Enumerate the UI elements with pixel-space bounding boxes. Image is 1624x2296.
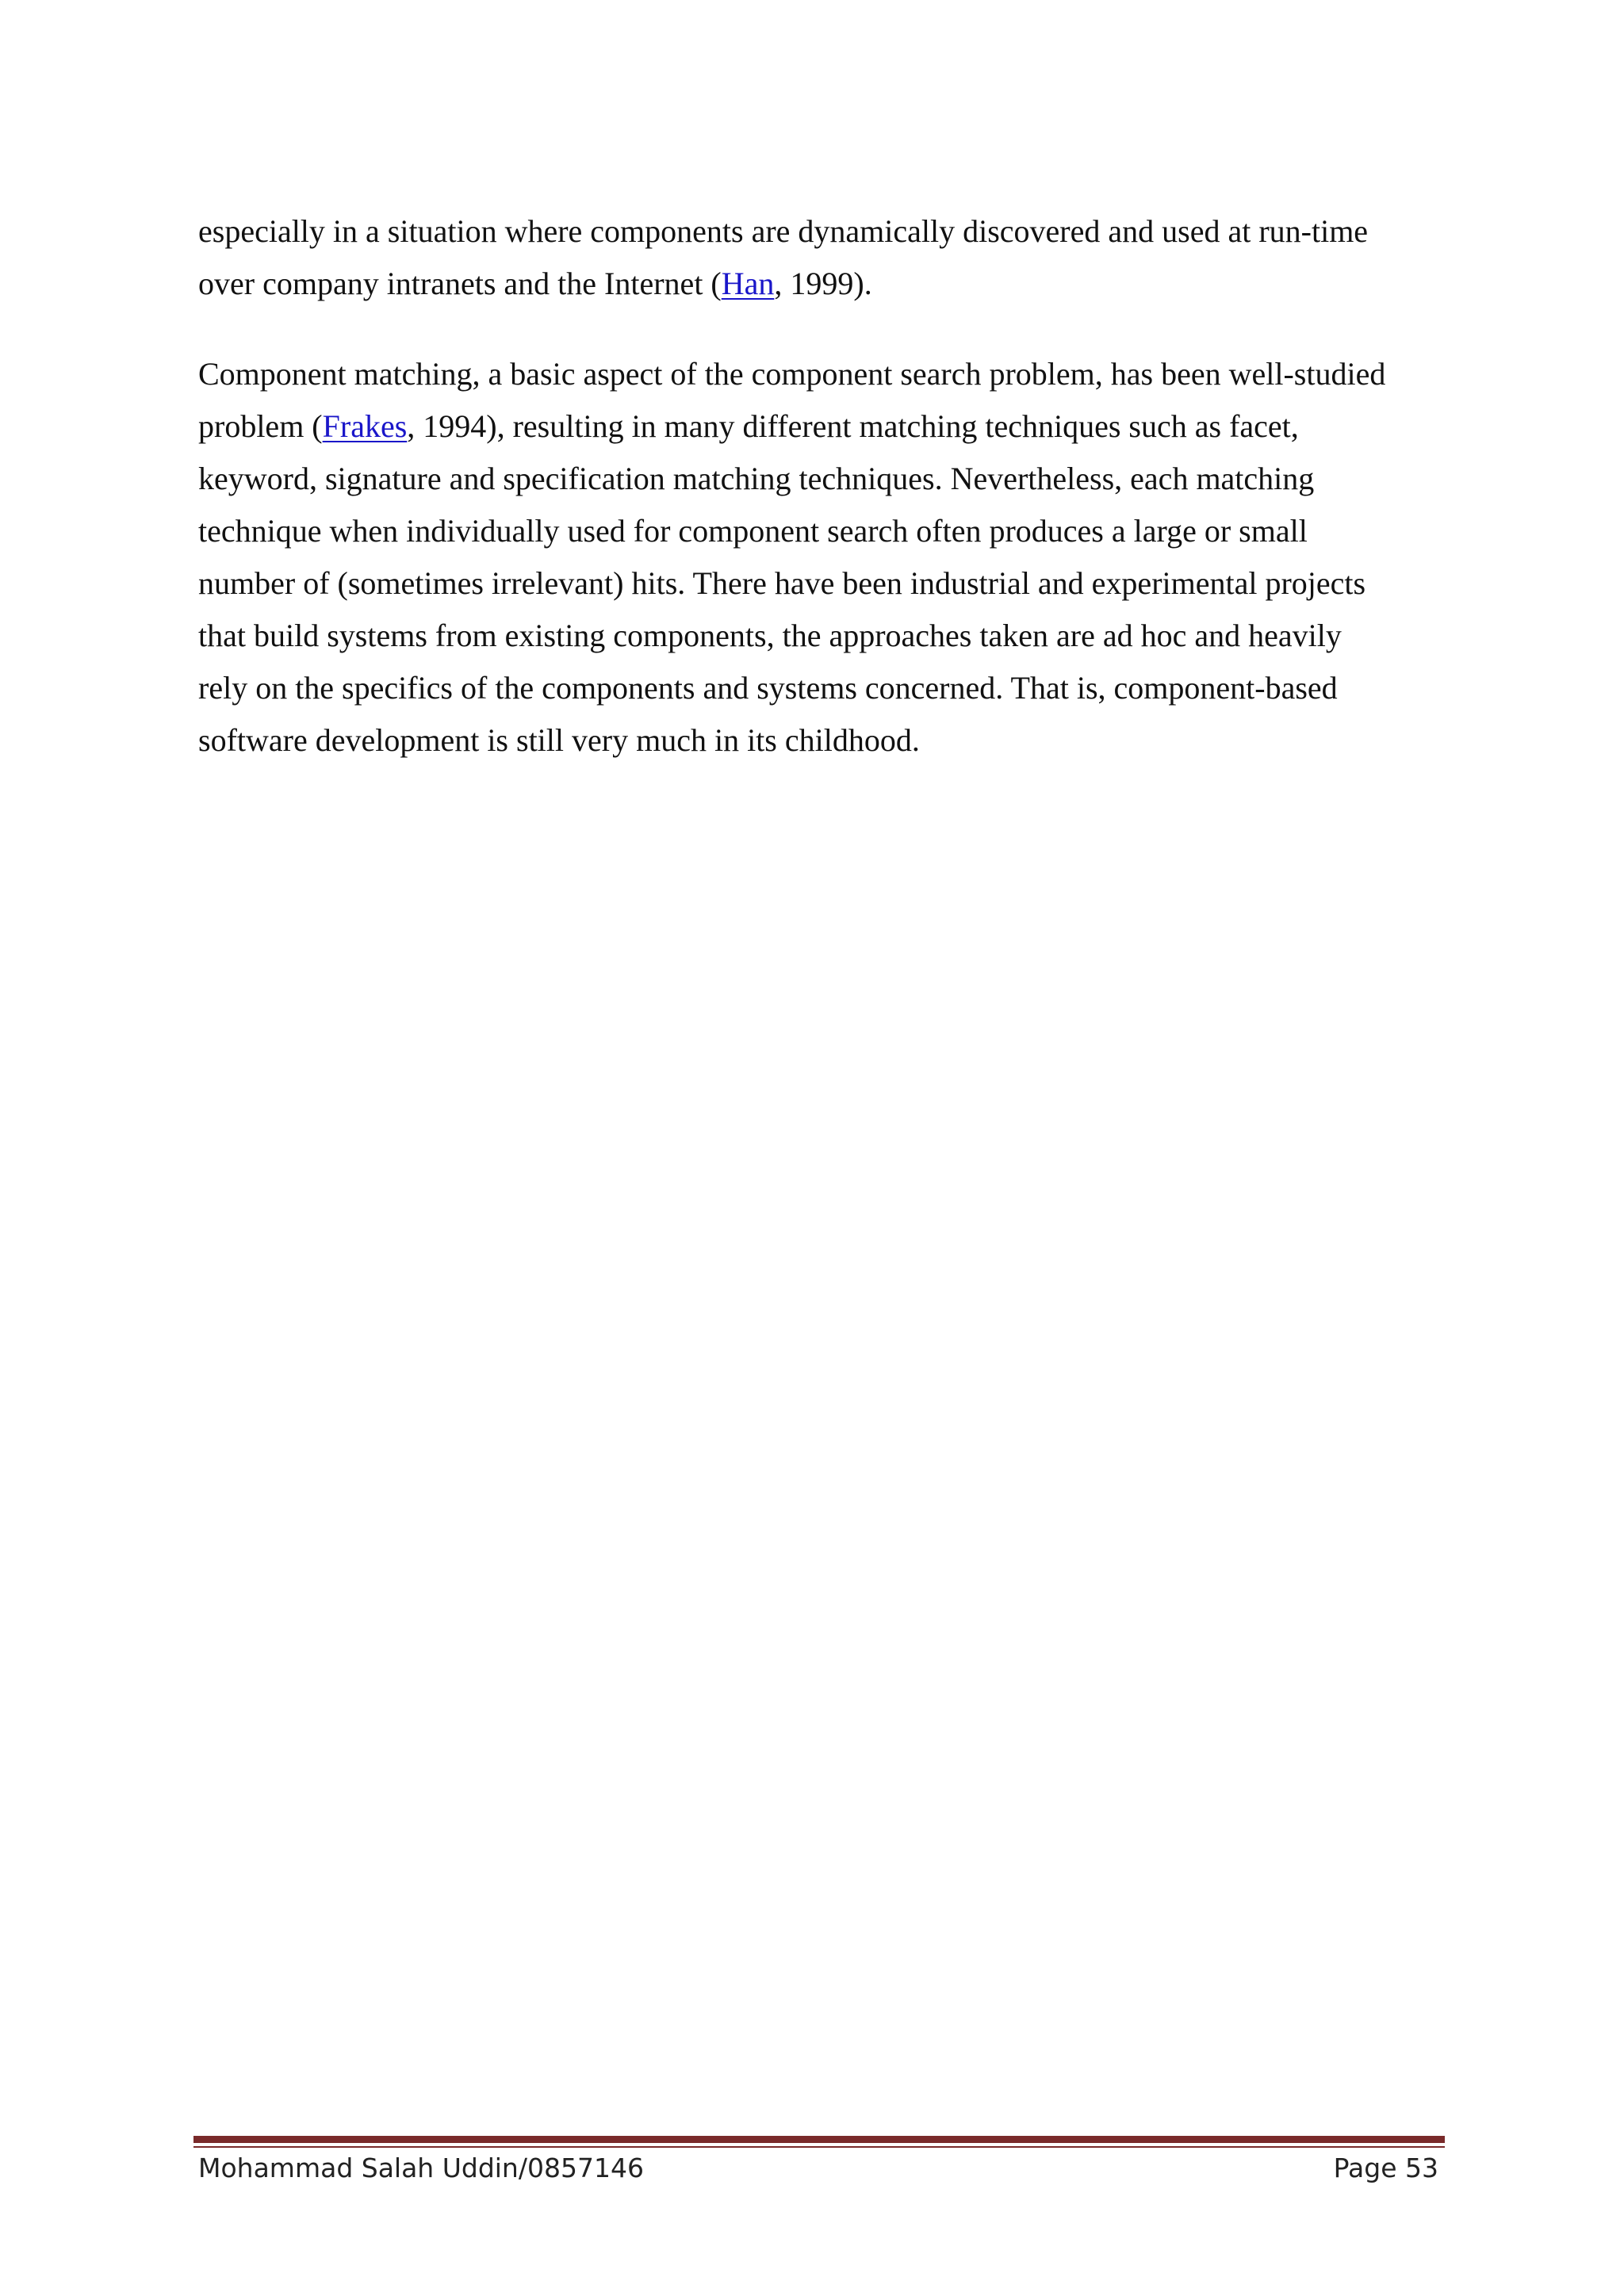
paragraph-line: number of (sometimes irrelevant) hits. There have been industrial and experimental projects [198, 565, 1366, 601]
paragraph-line: Component matching, a basic aspect of the component search problem, has been well-studied [198, 356, 1386, 392]
footer-author-id: Mohammad Salah Uddin/0857146 [198, 2152, 644, 2183]
paragraph-line: over company intranets and the Internet (Han, 1999). [198, 266, 872, 301]
paragraph-line: software development is still very much in its childhood. [198, 722, 920, 758]
paragraph-line: technique when individually used for component search often produces a large or small [198, 513, 1308, 549]
paragraph-1 [198, 205, 1443, 310]
paragraph-line: rely on the specifics of the components and systems concerned. That is, component-based [198, 670, 1338, 706]
paragraph-line: that build systems from existing components, the approaches taken are ad hoc and heavily [198, 618, 1342, 653]
citation-link-frakes[interactable]: Frakes [322, 408, 408, 444]
paragraph-line: problem (Frakes, 1994), resulting in many different matching techniques such as facet, [198, 408, 1299, 444]
paragraph-line: keyword, signature and specification matching techniques. Nevertheless, each matching [198, 461, 1315, 496]
footer-divider-thin [193, 2146, 1445, 2148]
citation-link-han[interactable]: Han [721, 266, 775, 301]
paragraph-line: especially in a situation where components are dynamically discovered and used at run-time [198, 213, 1369, 249]
paragraph-2 [198, 348, 1443, 767]
footer-page-number: Page 53 [1333, 2152, 1438, 2183]
footer-divider-thick [193, 2136, 1445, 2143]
